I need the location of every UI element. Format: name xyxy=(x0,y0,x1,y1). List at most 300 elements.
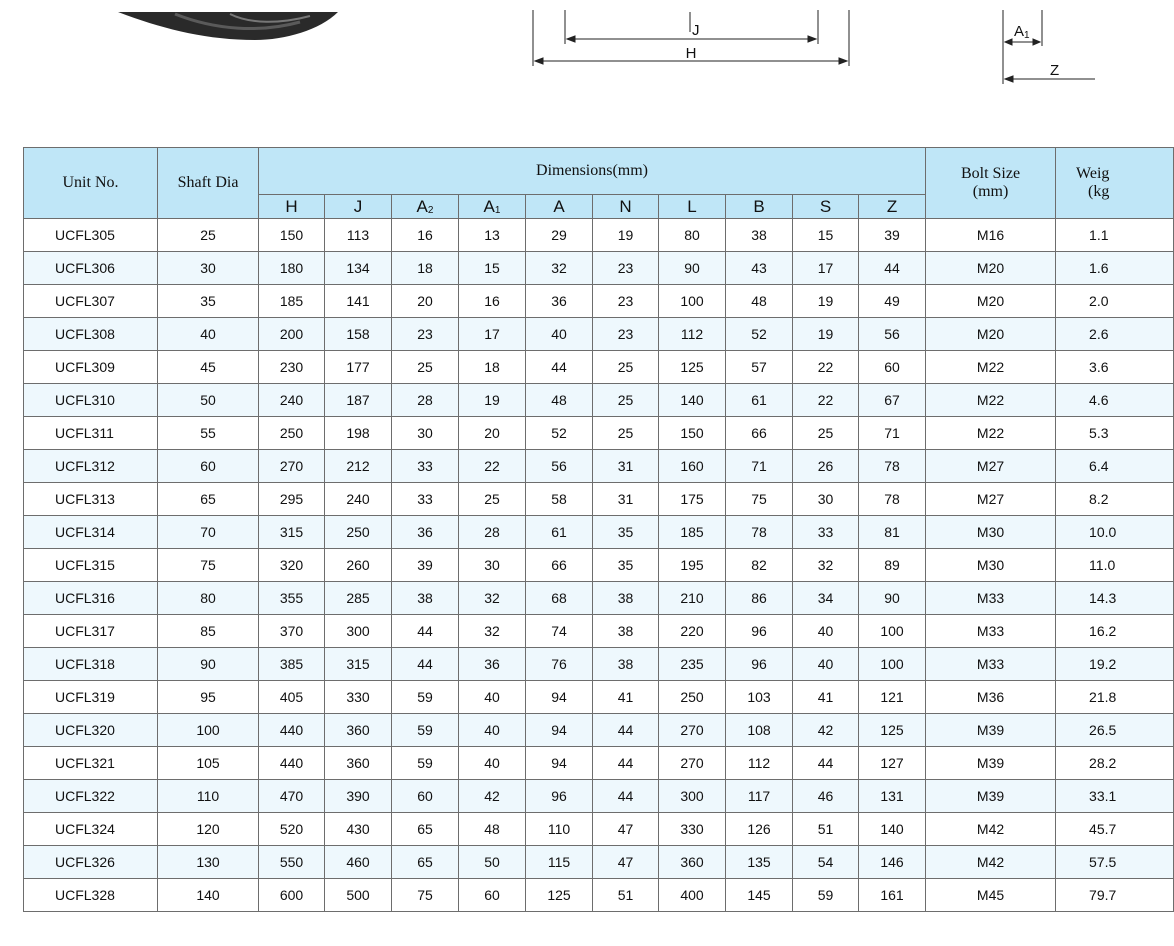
cell-b: 145 xyxy=(726,879,793,912)
cell-z: 89 xyxy=(859,549,926,582)
cell-n: 23 xyxy=(593,252,659,285)
cell-h: 370 xyxy=(259,615,325,648)
cell-weight: 11.0 xyxy=(1056,549,1174,582)
cell-z: 60 xyxy=(859,351,926,384)
table-row xyxy=(24,252,1174,285)
cell-s: 33 xyxy=(793,516,859,549)
cell-b: 52 xyxy=(726,318,793,351)
cell-a2: 28 xyxy=(392,384,459,417)
cell-l: 360 xyxy=(659,846,726,879)
cell-bolt-size: M39 xyxy=(926,714,1056,747)
cell-l: 250 xyxy=(659,681,726,714)
cell-h: 355 xyxy=(259,582,325,615)
cell-shaft-dia: 110 xyxy=(158,780,259,813)
cell-unit-no: UCFL306 xyxy=(24,252,158,285)
cell-j: 300 xyxy=(325,615,392,648)
table-row xyxy=(24,681,1174,714)
cell-shaft-dia: 130 xyxy=(158,846,259,879)
cell-unit-no: UCFL315 xyxy=(24,549,158,582)
cell-a2: 44 xyxy=(392,615,459,648)
cell-n: 25 xyxy=(593,417,659,450)
cell-h: 240 xyxy=(259,384,325,417)
cell-a1: 28 xyxy=(459,516,526,549)
cell-unit-no: UCFL312 xyxy=(24,450,158,483)
cell-bolt-size: M27 xyxy=(926,483,1056,516)
cell-h: 470 xyxy=(259,780,325,813)
cell-b: 108 xyxy=(726,714,793,747)
cell-bolt-size: M42 xyxy=(926,846,1056,879)
dim-label-a1: A1 xyxy=(1014,23,1030,41)
cell-weight: 57.5 xyxy=(1056,846,1174,879)
cell-n: 35 xyxy=(593,516,659,549)
cell-l: 270 xyxy=(659,747,726,780)
cell-s: 46 xyxy=(793,780,859,813)
cell-weight: 6.4 xyxy=(1056,450,1174,483)
cell-l: 300 xyxy=(659,780,726,813)
cell-unit-no: UCFL310 xyxy=(24,384,158,417)
table-row xyxy=(24,318,1174,351)
cell-a2: 33 xyxy=(392,483,459,516)
cell-a: 44 xyxy=(526,351,593,384)
cell-n: 38 xyxy=(593,648,659,681)
cell-shaft-dia: 95 xyxy=(158,681,259,714)
cell-n: 23 xyxy=(593,318,659,351)
cell-j: 460 xyxy=(325,846,392,879)
header-dim-h: H xyxy=(259,195,325,219)
cell-a: 94 xyxy=(526,681,593,714)
cell-bolt-size: M36 xyxy=(926,681,1056,714)
cell-j: 240 xyxy=(325,483,392,516)
cell-a2: 38 xyxy=(392,582,459,615)
cell-s: 22 xyxy=(793,384,859,417)
cell-z: 78 xyxy=(859,483,926,516)
cell-bolt-size: M20 xyxy=(926,285,1056,318)
cell-weight: 79.7 xyxy=(1056,879,1174,912)
cell-j: 134 xyxy=(325,252,392,285)
header-dim-n: N xyxy=(593,195,659,219)
cell-bolt-size: M20 xyxy=(926,318,1056,351)
cell-b: 126 xyxy=(726,813,793,846)
cell-s: 59 xyxy=(793,879,859,912)
cell-j: 141 xyxy=(325,285,392,318)
header-dim-b: B xyxy=(726,195,793,219)
cell-h: 200 xyxy=(259,318,325,351)
cell-n: 44 xyxy=(593,780,659,813)
table-header xyxy=(24,148,1174,219)
cell-l: 210 xyxy=(659,582,726,615)
cell-s: 40 xyxy=(793,648,859,681)
cell-a2: 36 xyxy=(392,516,459,549)
cell-unit-no: UCFL309 xyxy=(24,351,158,384)
cell-n: 25 xyxy=(593,351,659,384)
cell-a: 125 xyxy=(526,879,593,912)
cell-s: 41 xyxy=(793,681,859,714)
table-row xyxy=(24,846,1174,879)
cell-h: 440 xyxy=(259,714,325,747)
cell-a1: 18 xyxy=(459,351,526,384)
cell-a2: 59 xyxy=(392,714,459,747)
cell-n: 51 xyxy=(593,879,659,912)
cell-a: 115 xyxy=(526,846,593,879)
cell-s: 15 xyxy=(793,219,859,252)
cell-a2: 44 xyxy=(392,648,459,681)
cell-a: 58 xyxy=(526,483,593,516)
header-bolt-size: Bolt Size (mm) xyxy=(926,148,1056,219)
cell-a: 68 xyxy=(526,582,593,615)
cell-n: 44 xyxy=(593,747,659,780)
cell-j: 260 xyxy=(325,549,392,582)
cell-b: 135 xyxy=(726,846,793,879)
header-dim-a1: $A_1$ xyxy=(459,195,526,219)
cell-b: 48 xyxy=(726,285,793,318)
cell-bolt-size: M30 xyxy=(926,549,1056,582)
header-dim-z: Z xyxy=(859,195,926,219)
cell-unit-no: UCFL305 xyxy=(24,219,158,252)
cell-h: 385 xyxy=(259,648,325,681)
cell-n: 44 xyxy=(593,714,659,747)
cell-shaft-dia: 35 xyxy=(158,285,259,318)
header-unit-no: Unit No. xyxy=(24,148,158,219)
cell-l: 235 xyxy=(659,648,726,681)
cell-s: 42 xyxy=(793,714,859,747)
cell-z: 71 xyxy=(859,417,926,450)
cell-a1: 20 xyxy=(459,417,526,450)
cell-unit-no: UCFL313 xyxy=(24,483,158,516)
cell-a2: 23 xyxy=(392,318,459,351)
cell-z: 49 xyxy=(859,285,926,318)
cell-j: 390 xyxy=(325,780,392,813)
cell-a2: 60 xyxy=(392,780,459,813)
cell-a1: 40 xyxy=(459,747,526,780)
cell-a: 94 xyxy=(526,714,593,747)
cell-s: 40 xyxy=(793,615,859,648)
header-dim-s: S xyxy=(793,195,859,219)
cell-z: 100 xyxy=(859,648,926,681)
cell-a1: 16 xyxy=(459,285,526,318)
cell-a: 32 xyxy=(526,252,593,285)
dim-label-j: J xyxy=(692,22,700,39)
cell-b: 82 xyxy=(726,549,793,582)
cell-a: 61 xyxy=(526,516,593,549)
cell-j: 212 xyxy=(325,450,392,483)
cell-unit-no: UCFL326 xyxy=(24,846,158,879)
cell-a1: 36 xyxy=(459,648,526,681)
cell-unit-no: UCFL321 xyxy=(24,747,158,780)
cell-j: 177 xyxy=(325,351,392,384)
cell-a2: 65 xyxy=(392,813,459,846)
cell-j: 198 xyxy=(325,417,392,450)
cell-unit-no: UCFL318 xyxy=(24,648,158,681)
cell-h: 405 xyxy=(259,681,325,714)
cell-b: 103 xyxy=(726,681,793,714)
cell-s: 51 xyxy=(793,813,859,846)
table-body xyxy=(24,219,1174,912)
header-dim-j: J xyxy=(325,195,392,219)
cell-s: 34 xyxy=(793,582,859,615)
cell-b: 112 xyxy=(726,747,793,780)
cell-bolt-size: M39 xyxy=(926,780,1056,813)
table-row xyxy=(24,582,1174,615)
cell-n: 25 xyxy=(593,384,659,417)
cell-weight: 1.1 xyxy=(1056,219,1174,252)
cell-j: 360 xyxy=(325,747,392,780)
cell-shaft-dia: 100 xyxy=(158,714,259,747)
cell-l: 400 xyxy=(659,879,726,912)
cell-weight: 45.7 xyxy=(1056,813,1174,846)
cell-z: 90 xyxy=(859,582,926,615)
table-row xyxy=(24,648,1174,681)
cell-h: 295 xyxy=(259,483,325,516)
cell-a2: 18 xyxy=(392,252,459,285)
cell-b: 61 xyxy=(726,384,793,417)
cell-unit-no: UCFL311 xyxy=(24,417,158,450)
cell-a2: 25 xyxy=(392,351,459,384)
cell-shaft-dia: 85 xyxy=(158,615,259,648)
table-row xyxy=(24,483,1174,516)
table-row xyxy=(24,351,1174,384)
cell-a2: 59 xyxy=(392,681,459,714)
cell-a1: 32 xyxy=(459,615,526,648)
cell-l: 220 xyxy=(659,615,726,648)
cell-shaft-dia: 70 xyxy=(158,516,259,549)
table-row xyxy=(24,549,1174,582)
cell-shaft-dia: 45 xyxy=(158,351,259,384)
cell-s: 25 xyxy=(793,417,859,450)
cell-h: 270 xyxy=(259,450,325,483)
cell-shaft-dia: 30 xyxy=(158,252,259,285)
cell-j: 285 xyxy=(325,582,392,615)
cell-l: 80 xyxy=(659,219,726,252)
cell-h: 250 xyxy=(259,417,325,450)
cell-z: 146 xyxy=(859,846,926,879)
cell-z: 161 xyxy=(859,879,926,912)
cell-shaft-dia: 60 xyxy=(158,450,259,483)
cell-h: 230 xyxy=(259,351,325,384)
cell-weight: 26.5 xyxy=(1056,714,1174,747)
cell-n: 47 xyxy=(593,846,659,879)
cell-b: 96 xyxy=(726,648,793,681)
cell-a2: 33 xyxy=(392,450,459,483)
cell-unit-no: UCFL316 xyxy=(24,582,158,615)
cell-z: 125 xyxy=(859,714,926,747)
cell-s: 26 xyxy=(793,450,859,483)
cell-weight: 19.2 xyxy=(1056,648,1174,681)
cell-a1: 22 xyxy=(459,450,526,483)
cell-h: 440 xyxy=(259,747,325,780)
cell-weight: 21.8 xyxy=(1056,681,1174,714)
cell-weight: 3.6 xyxy=(1056,351,1174,384)
cell-weight: 5.3 xyxy=(1056,417,1174,450)
cell-a2: 16 xyxy=(392,219,459,252)
cell-bolt-size: M22 xyxy=(926,351,1056,384)
dimension-drawing-a1-z xyxy=(1003,10,1095,84)
cell-h: 315 xyxy=(259,516,325,549)
bearing-spec-table xyxy=(23,147,1174,912)
cell-a2: 59 xyxy=(392,747,459,780)
cell-z: 131 xyxy=(859,780,926,813)
cell-j: 330 xyxy=(325,681,392,714)
cell-bolt-size: M22 xyxy=(926,417,1056,450)
cell-shaft-dia: 90 xyxy=(158,648,259,681)
table-row xyxy=(24,450,1174,483)
cell-shaft-dia: 25 xyxy=(158,219,259,252)
cell-j: 500 xyxy=(325,879,392,912)
cell-a: 36 xyxy=(526,285,593,318)
cell-h: 180 xyxy=(259,252,325,285)
cell-unit-no: UCFL308 xyxy=(24,318,158,351)
cell-b: 38 xyxy=(726,219,793,252)
cell-a1: 32 xyxy=(459,582,526,615)
cell-h: 600 xyxy=(259,879,325,912)
table-row xyxy=(24,813,1174,846)
cell-unit-no: UCFL322 xyxy=(24,780,158,813)
cell-weight: 28.2 xyxy=(1056,747,1174,780)
cell-shaft-dia: 80 xyxy=(158,582,259,615)
cell-z: 67 xyxy=(859,384,926,417)
cell-a1: 40 xyxy=(459,714,526,747)
cell-n: 19 xyxy=(593,219,659,252)
header-dim-a2: $A_2$ xyxy=(392,195,459,219)
cell-weight: 4.6 xyxy=(1056,384,1174,417)
cell-b: 96 xyxy=(726,615,793,648)
cell-bolt-size: M30 xyxy=(926,516,1056,549)
table-row xyxy=(24,285,1174,318)
table-row xyxy=(24,219,1174,252)
cell-n: 31 xyxy=(593,483,659,516)
cell-j: 315 xyxy=(325,648,392,681)
cell-bolt-size: M27 xyxy=(926,450,1056,483)
cell-n: 41 xyxy=(593,681,659,714)
cell-weight: 8.2 xyxy=(1056,483,1174,516)
cell-b: 86 xyxy=(726,582,793,615)
cell-s: 19 xyxy=(793,285,859,318)
cell-a: 110 xyxy=(526,813,593,846)
cell-a: 76 xyxy=(526,648,593,681)
cell-unit-no: UCFL319 xyxy=(24,681,158,714)
cell-z: 100 xyxy=(859,615,926,648)
cell-z: 39 xyxy=(859,219,926,252)
cell-unit-no: UCFL328 xyxy=(24,879,158,912)
cell-b: 57 xyxy=(726,351,793,384)
cell-b: 43 xyxy=(726,252,793,285)
cell-l: 90 xyxy=(659,252,726,285)
cell-unit-no: UCFL317 xyxy=(24,615,158,648)
cell-weight: 10.0 xyxy=(1056,516,1174,549)
cell-unit-no: UCFL324 xyxy=(24,813,158,846)
cell-unit-no: UCFL314 xyxy=(24,516,158,549)
cell-a: 29 xyxy=(526,219,593,252)
cell-b: 66 xyxy=(726,417,793,450)
drawing-area xyxy=(0,0,1095,140)
cell-a2: 75 xyxy=(392,879,459,912)
cell-a1: 42 xyxy=(459,780,526,813)
table-row xyxy=(24,516,1174,549)
cell-bolt-size: M39 xyxy=(926,747,1056,780)
cell-a1: 15 xyxy=(459,252,526,285)
cell-h: 520 xyxy=(259,813,325,846)
cell-a: 52 xyxy=(526,417,593,450)
header-dim-a: A xyxy=(526,195,593,219)
cell-b: 78 xyxy=(726,516,793,549)
cell-h: 150 xyxy=(259,219,325,252)
cell-j: 158 xyxy=(325,318,392,351)
cell-a1: 40 xyxy=(459,681,526,714)
cell-l: 100 xyxy=(659,285,726,318)
table-row xyxy=(24,879,1174,912)
cell-shaft-dia: 50 xyxy=(158,384,259,417)
cell-n: 31 xyxy=(593,450,659,483)
cell-bolt-size: M33 xyxy=(926,582,1056,615)
cell-l: 330 xyxy=(659,813,726,846)
cell-a1: 13 xyxy=(459,219,526,252)
cell-a1: 30 xyxy=(459,549,526,582)
cell-unit-no: UCFL320 xyxy=(24,714,158,747)
cell-shaft-dia: 75 xyxy=(158,549,259,582)
cell-shaft-dia: 105 xyxy=(158,747,259,780)
header-dim-l: L xyxy=(659,195,726,219)
cell-shaft-dia: 40 xyxy=(158,318,259,351)
cell-a: 48 xyxy=(526,384,593,417)
cell-l: 160 xyxy=(659,450,726,483)
cell-j: 430 xyxy=(325,813,392,846)
cell-b: 117 xyxy=(726,780,793,813)
cell-a: 94 xyxy=(526,747,593,780)
cell-z: 121 xyxy=(859,681,926,714)
header-dimensions: Dimensions(mm) xyxy=(259,148,926,195)
cell-a1: 17 xyxy=(459,318,526,351)
cell-weight: 16.2 xyxy=(1056,615,1174,648)
cell-b: 75 xyxy=(726,483,793,516)
cell-z: 81 xyxy=(859,516,926,549)
cell-l: 125 xyxy=(659,351,726,384)
table-row xyxy=(24,417,1174,450)
cell-a: 74 xyxy=(526,615,593,648)
cell-a: 96 xyxy=(526,780,593,813)
cell-h: 550 xyxy=(259,846,325,879)
cell-z: 44 xyxy=(859,252,926,285)
cell-n: 35 xyxy=(593,549,659,582)
cell-j: 113 xyxy=(325,219,392,252)
cell-h: 320 xyxy=(259,549,325,582)
cell-a2: 30 xyxy=(392,417,459,450)
cell-l: 175 xyxy=(659,483,726,516)
cell-shaft-dia: 55 xyxy=(158,417,259,450)
cell-unit-no: UCFL307 xyxy=(24,285,158,318)
cell-bolt-size: M22 xyxy=(926,384,1056,417)
cell-z: 140 xyxy=(859,813,926,846)
cell-shaft-dia: 140 xyxy=(158,879,259,912)
cell-a2: 20 xyxy=(392,285,459,318)
cell-z: 56 xyxy=(859,318,926,351)
cell-j: 250 xyxy=(325,516,392,549)
cell-l: 195 xyxy=(659,549,726,582)
cell-s: 17 xyxy=(793,252,859,285)
cell-shaft-dia: 120 xyxy=(158,813,259,846)
cell-s: 54 xyxy=(793,846,859,879)
technical-drawing xyxy=(0,0,1095,140)
cell-l: 185 xyxy=(659,516,726,549)
cell-h: 185 xyxy=(259,285,325,318)
cell-a1: 48 xyxy=(459,813,526,846)
cell-n: 47 xyxy=(593,813,659,846)
cell-s: 19 xyxy=(793,318,859,351)
cell-bolt-size: M45 xyxy=(926,879,1056,912)
cell-s: 44 xyxy=(793,747,859,780)
cell-weight: 33.1 xyxy=(1056,780,1174,813)
cell-weight: 14.3 xyxy=(1056,582,1174,615)
cell-l: 150 xyxy=(659,417,726,450)
cell-b: 71 xyxy=(726,450,793,483)
